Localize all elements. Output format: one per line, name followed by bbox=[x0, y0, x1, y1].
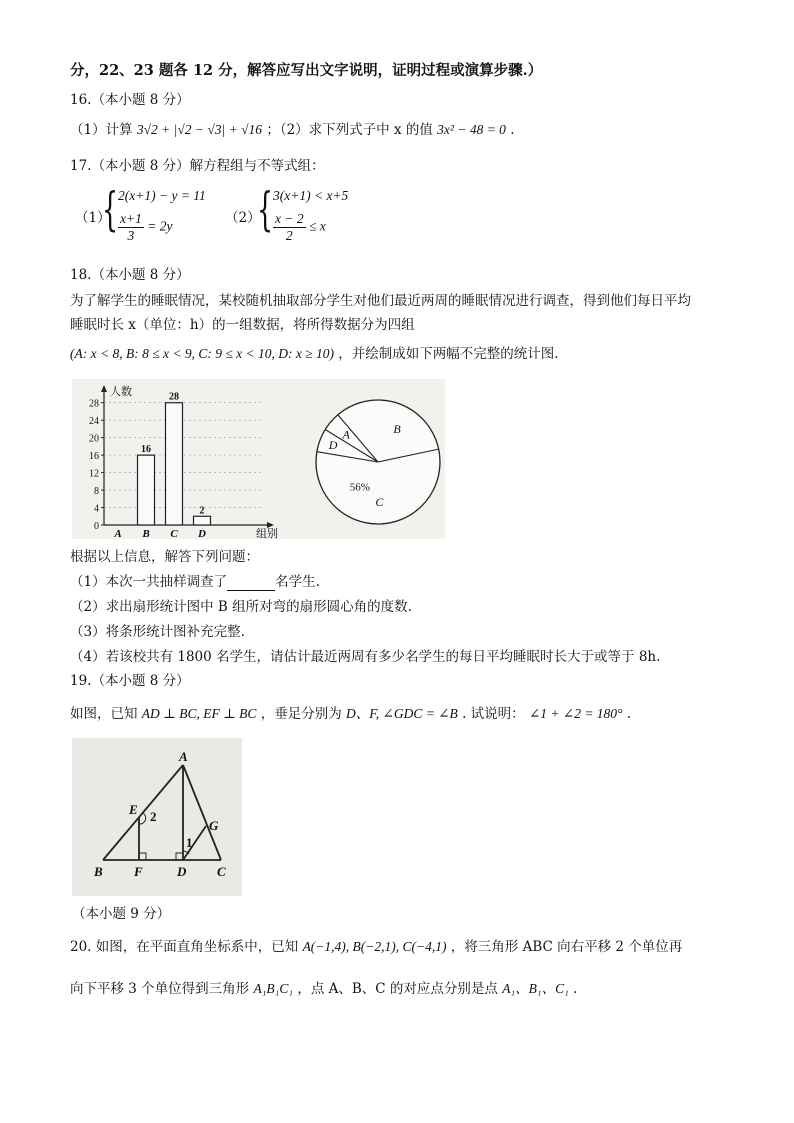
q18-q2: （2）求出扇形统计图中 B 组所对弯的扇形圆心角的度数. bbox=[70, 599, 412, 615]
y-tick-label: 24 bbox=[89, 416, 99, 428]
bar-data-label: 2 bbox=[199, 505, 205, 517]
label-e: E bbox=[129, 802, 138, 817]
q20-line2-math2: A₁、B₁、C₁ bbox=[502, 981, 569, 996]
label-a: A bbox=[179, 749, 188, 764]
statistics-chart-svg bbox=[72, 379, 445, 539]
q17-p1-num: x+1 bbox=[120, 211, 142, 226]
q18-intro-line1: 为了解学生的睡眠情况，某校随机抽取部分学生对他们最近两周的睡眠情况进行调查，得到他们每日平均 bbox=[70, 293, 691, 309]
q16-part2-expr: 3x² − 48 = 0 bbox=[437, 122, 506, 137]
label-d: D bbox=[177, 864, 187, 879]
y-axis-label: 人数 bbox=[110, 386, 132, 398]
q17-p1-brace: { bbox=[102, 182, 119, 236]
section-instruction: 分，22、23 题各 12 分，解答应写出文字说明，证明过程或演算步骤.） bbox=[70, 62, 543, 79]
y-tick-label: 20 bbox=[89, 433, 99, 445]
q20-line2-prefix: 向下平移 3 个单位得到三角形 bbox=[70, 981, 250, 997]
q20-line2 bbox=[70, 980, 577, 998]
q20-line1 bbox=[70, 938, 682, 956]
label-c: C bbox=[217, 864, 226, 879]
q18-q4: （4）若该校共有 1800 名学生，请估计最近两周有多少名学生的每日平均睡眠时长大于或等于 8h. bbox=[70, 649, 661, 665]
q17-p1-row2 bbox=[118, 211, 172, 244]
y-tick-label: 12 bbox=[89, 468, 99, 480]
pie-slice-label: A bbox=[342, 427, 350, 442]
bar-data-label: 28 bbox=[169, 391, 179, 403]
bar bbox=[166, 403, 183, 525]
q19-stmt-end: . bbox=[626, 706, 632, 722]
q17-p1-rhs: = 2y bbox=[147, 218, 173, 234]
pie-slice-label: D bbox=[328, 438, 338, 453]
q19-stmt-pre: 如图，已知 bbox=[70, 706, 138, 722]
q16-part1-expr: 3√2 + |√2 − √3| + √16 bbox=[136, 122, 263, 137]
q20-line2-math: A₁B₁C₁ bbox=[253, 981, 294, 996]
q19-stmt-math1: AD ⊥ BC, EF ⊥ BC bbox=[141, 706, 257, 721]
statistics-chart-photo bbox=[72, 379, 445, 539]
y-tick-label: 16 bbox=[89, 451, 99, 463]
q19-title: 19.（本小题 8 分） bbox=[70, 673, 190, 689]
q16-title: 16.（本小题 8 分） bbox=[70, 92, 190, 108]
q18-title: 18.（本小题 8 分） bbox=[70, 267, 190, 283]
q20-line1-suffix: ，将三角形 ABC 向右平移 2 个单位再 bbox=[450, 939, 683, 955]
pie-percent-label: 56% bbox=[349, 481, 370, 494]
q19-statement bbox=[70, 705, 631, 723]
segment-ab bbox=[103, 765, 183, 860]
q18-q3: （3）将条形统计图补充完整. bbox=[70, 624, 245, 640]
label-angle-1: 1 bbox=[186, 835, 193, 850]
q18-q1 bbox=[70, 573, 320, 591]
label-g: G bbox=[209, 818, 219, 833]
q18-groups-tail: ，并绘制成如下两幅不完整的统计图. bbox=[338, 346, 559, 362]
q20-line2-mid: ，点 A、B、C 的对应点分别是点 bbox=[297, 981, 498, 997]
q18-question-intro: 根据以上信息，解答下列问题： bbox=[70, 549, 259, 565]
x-tick-label: C bbox=[170, 528, 178, 539]
q17-p1-row1: 2(x+1) − y = 11 bbox=[118, 188, 206, 203]
q16-part2-text: ；（2）求下列式子中 x 的值 bbox=[266, 122, 433, 138]
q18-groups-line bbox=[70, 345, 559, 363]
y-tick-label: 0 bbox=[94, 521, 99, 532]
q18-intro-line2: 睡眠时长 x（单位：h）的一组数据，将所得数据分为四组 bbox=[70, 317, 415, 333]
q16-end: . bbox=[510, 122, 515, 138]
bar-chart bbox=[89, 384, 278, 539]
pie-chart bbox=[316, 400, 440, 524]
q18-groups: (A: x < 8, B: 8 ≤ x < 9, C: 9 ≤ x < 10, D: x ≥ 10) bbox=[70, 346, 334, 361]
label-f: F bbox=[134, 864, 143, 879]
q20-points-caption: （本小题 9 分） bbox=[72, 906, 171, 922]
geometry-figure-photo bbox=[72, 738, 242, 896]
pie-slice-label: C bbox=[375, 494, 384, 509]
pie-slice-label: B bbox=[393, 422, 401, 437]
q17-p1-den: 3 bbox=[127, 228, 135, 243]
q17-p2-row1: 3(x+1) < x+5 bbox=[273, 188, 349, 203]
right-angle-f bbox=[139, 853, 146, 860]
bar bbox=[194, 516, 211, 525]
q17-p1-label: （1） bbox=[75, 210, 111, 226]
q16-part1-prefix: （1）计算 bbox=[70, 122, 133, 138]
label-b: B bbox=[94, 864, 103, 879]
label-angle-2: 2 bbox=[150, 809, 157, 824]
q20-line2-end: . bbox=[573, 981, 578, 997]
x-tick-label: A bbox=[114, 528, 122, 539]
q20-line1-math: A(−1,4), B(−2,1), C(−4,1) bbox=[302, 939, 447, 954]
bar-data-label: 16 bbox=[141, 444, 151, 456]
q17-p2-num: x − 2 bbox=[275, 211, 304, 226]
q19-stmt-mid: ，垂足分别为 bbox=[260, 706, 342, 722]
answer-blank[interactable] bbox=[227, 576, 275, 591]
q19-stmt-math2: D、F, ∠GDC = ∠B bbox=[346, 706, 458, 721]
q20-line1-prefix: 20. 如图，在平面直角坐标系中，已知 bbox=[70, 939, 299, 955]
q19-stmt-mid2: . 试说明： bbox=[462, 706, 525, 722]
q17-title: 17.（本小题 8 分）解方程组与不等式组： bbox=[70, 158, 325, 174]
x-tick-label: B bbox=[142, 528, 150, 539]
y-tick-label: 4 bbox=[94, 503, 99, 515]
right-angle-d bbox=[176, 853, 183, 860]
geometry-figure-svg bbox=[72, 738, 242, 896]
x-axis-label: 组别 bbox=[256, 528, 278, 539]
q17-p2-brace: { bbox=[257, 182, 274, 236]
y-tick-label: 8 bbox=[94, 486, 99, 498]
q18-q1-prefix: （1）本次一共抽样调查了 bbox=[70, 574, 228, 590]
bar bbox=[138, 455, 155, 525]
q18-q1-suffix: 名学生. bbox=[275, 574, 320, 590]
q17-p2-den: 2 bbox=[285, 228, 293, 243]
y-tick-label: 28 bbox=[89, 398, 99, 410]
q17-p2-label: （2） bbox=[225, 210, 261, 226]
x-tick-label: D bbox=[198, 528, 206, 539]
q16-body bbox=[70, 121, 515, 139]
q17-p2-row2 bbox=[273, 211, 326, 244]
q17-p2-rhs: ≤ x bbox=[308, 218, 326, 234]
q19-stmt-math3: ∠1 + ∠2 = 180° bbox=[528, 706, 623, 721]
y-axis-arrow bbox=[101, 385, 107, 392]
